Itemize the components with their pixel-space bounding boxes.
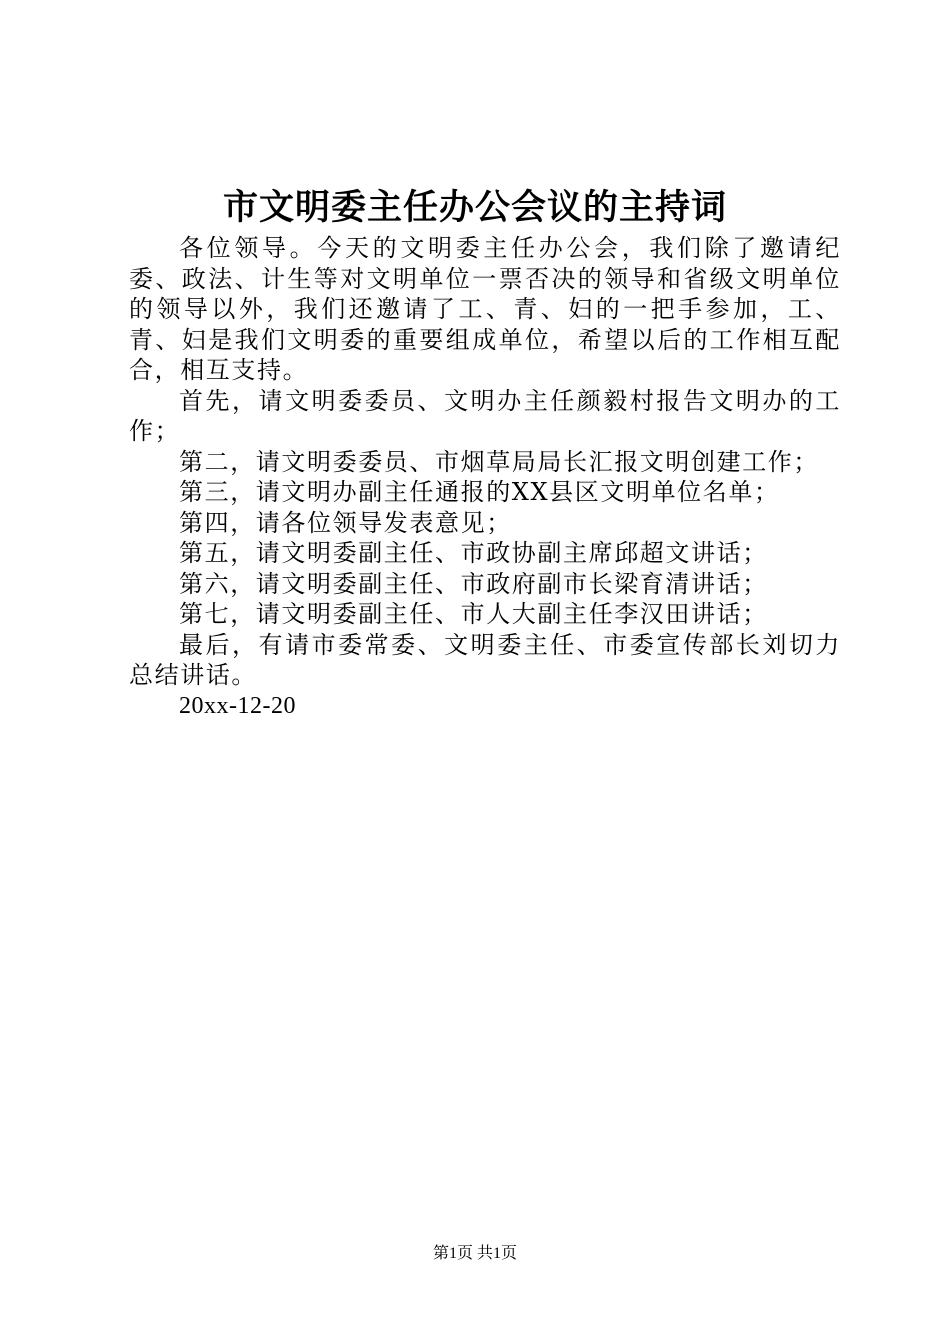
paragraph-item-second: 第二，请文明委委员、市烟草局局长汇报文明创建工作； [179, 447, 819, 476]
paragraph-item-sixth: 第六，请文明委副主任、市政府副市长梁育清讲话； [179, 569, 768, 598]
document-title: 市文明委主任办公会议的主持词 [222, 187, 727, 228]
paragraph-item-third: 第三，请文明办副主任通报的XX县区文明单位名单； [179, 478, 780, 506]
paragraph-item-fifth: 第五，请文明委副主任、市政协副主席邱超文讲话； [179, 539, 768, 567]
page-footer: 第1页 共1页 [432, 1245, 517, 1262]
document-body [129, 233, 841, 721]
paragraph-item-fourth: 第四，请各位领导发表意见； [179, 508, 512, 537]
paragraph-item-seventh: 第七，请文明委副主任、市人大副主任李汉田讲话； [179, 600, 768, 628]
paragraph-opening: 各位领导。今天的文明委主任办公会，我们除了邀请纪委、政法、计生等对文明单位一票否决的领导和省级文明单位的领导以外，我们还邀请了工、青、妇的一把手参加，工、青、妇是我们文明委的重要组成单位，希望以后的工作相互配合，相互支持。 [129, 234, 841, 384]
paragraph-item-first: 首先，请文明委委员、文明办主任颜毅村报告文明办的工作； [129, 386, 841, 445]
document-date: 20xx-12-20 [179, 692, 296, 719]
paragraph-closing: 最后，有请市委常委、文明委主任、市委宣传部长刘切力总结讲话。 [129, 630, 841, 689]
